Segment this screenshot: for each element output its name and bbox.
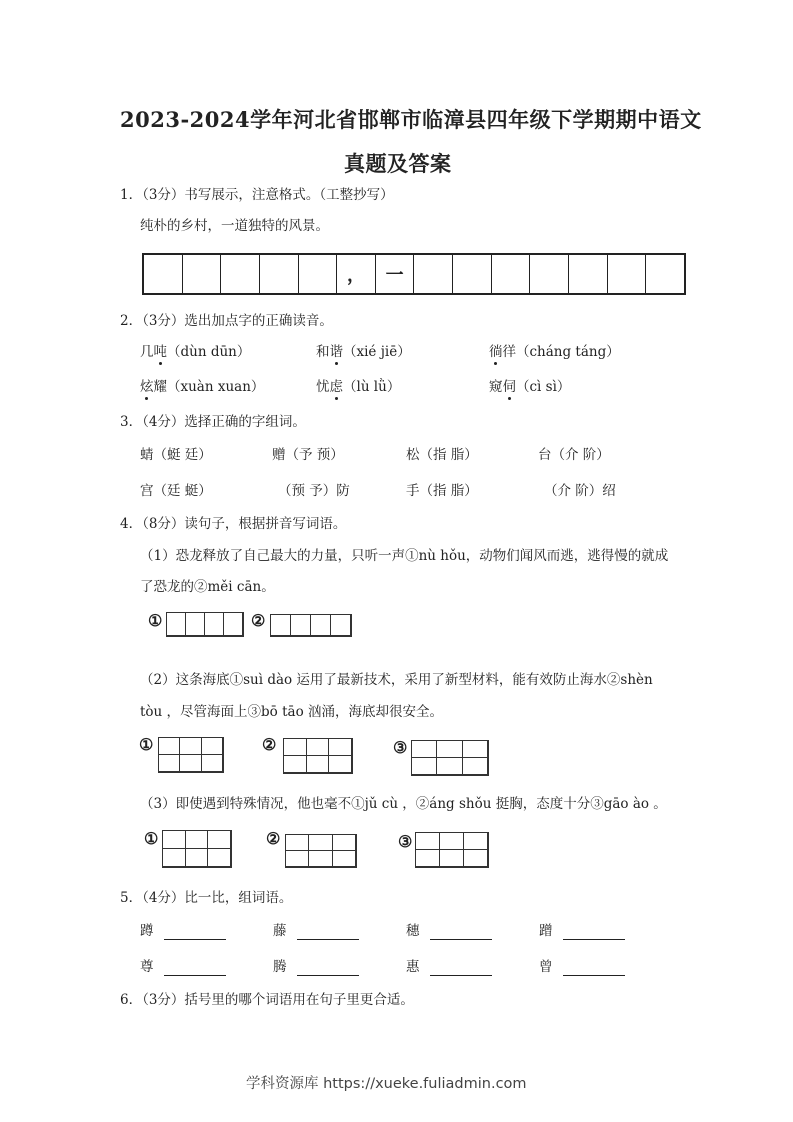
- q4-sentence-3: （3）即使遇到特殊情况，他也毫不①jǔ cù ，②áng shǒu 挺胸，态度十分③gāo ào 。: [140, 796, 667, 812]
- grid-cell: [298, 255, 337, 293]
- title-line-1: 2023-2024学年河北省邯郸市临漳县四年级下学期期中语文: [120, 107, 702, 132]
- q2-dotted-char: 虑: [329, 379, 343, 395]
- q3-option: 蜻（蜓 廷）: [140, 447, 212, 463]
- grid-cell: [491, 255, 530, 293]
- q3-option: （介 阶）绍: [544, 483, 616, 499]
- q2-dotted-char: 吨: [153, 344, 167, 360]
- q4-sentence-2-cont: tòu ，尽管海面上③bō tāo 汹涌，海底却很安全。: [140, 704, 443, 720]
- q2-pinyin: （cì sì）: [516, 379, 571, 395]
- q2-dotted-char: 炫: [140, 379, 154, 395]
- answer-blank[interactable]: [297, 961, 359, 976]
- q3-option: 手（指 脂）: [406, 483, 478, 499]
- q5-heading: 5．（4分）比一比，组词语。: [120, 890, 293, 906]
- q5-item: [539, 958, 625, 976]
- q5-item: [273, 922, 359, 940]
- answer-blank[interactable]: [164, 961, 226, 976]
- answer-label: ①: [139, 735, 154, 754]
- grid-cell: [568, 255, 607, 293]
- q2-dotted-char: 谐: [329, 344, 343, 360]
- q5-item: [539, 922, 625, 940]
- q5-char: 曾: [539, 959, 553, 975]
- grid-cell: [259, 255, 298, 293]
- answer-blank[interactable]: [430, 961, 492, 976]
- q3-option: 松（指 脂）: [406, 447, 478, 463]
- title-line-2: 真题及答案: [344, 151, 452, 176]
- q2-item: [489, 378, 570, 396]
- q2-char: 窥: [489, 379, 503, 395]
- q3-option: 宫（廷 蜓）: [140, 483, 212, 499]
- q2-dotted-char: 徜: [489, 344, 503, 360]
- grid-cell: [144, 255, 182, 293]
- q2-heading: 2．（3分）选出加点字的正确读音。: [120, 313, 333, 329]
- q2-item: [489, 343, 620, 361]
- q1-heading: 1．（3分）书写展示，注意格式。（工整抄写）: [120, 187, 394, 203]
- answer-label: ②: [251, 611, 266, 630]
- answer-blank[interactable]: [563, 925, 625, 940]
- q2-char: 几: [140, 344, 154, 360]
- answer-label: ①: [148, 611, 163, 630]
- q5-item: [140, 922, 226, 940]
- answer-grid: [285, 834, 357, 868]
- q5-char: 穗: [406, 923, 420, 939]
- q4-heading: 4．（8分）读句子，根据拼音写词语。: [120, 516, 347, 532]
- answer-label: ①: [144, 829, 159, 848]
- q4-sentence-1: （1）恐龙释放了自己最大的力量，只听一声①nù hǒu，动物们闻风而逃，逃得慢的就成: [140, 548, 669, 564]
- q2-char: 徉: [502, 344, 516, 360]
- footer-watermark: 学科资源库 https://xueke.fuliadmin.com: [246, 1076, 527, 1092]
- answer-grid: [162, 830, 232, 868]
- grid-cell: [607, 255, 646, 293]
- answer-grid: [415, 832, 489, 868]
- q5-item: [406, 922, 492, 940]
- q2-char: 忧: [316, 379, 330, 395]
- answer-label: ②: [262, 735, 277, 754]
- q2-char: 耀: [153, 379, 167, 395]
- q2-pinyin: （dùn dūn）: [167, 344, 251, 360]
- q5-char: 惠: [406, 959, 420, 975]
- q2-item: [140, 343, 250, 361]
- answer-blank[interactable]: [430, 925, 492, 940]
- q5-char: 腾: [273, 959, 287, 975]
- q2-char: 和: [316, 344, 330, 360]
- q5-item: [273, 958, 359, 976]
- q2-dotted-char: 伺: [502, 379, 516, 395]
- q6-heading: 6．（3分）括号里的哪个词语用在句子里更合适。: [120, 992, 414, 1008]
- q2-item: [316, 378, 400, 396]
- grid-cell: [220, 255, 259, 293]
- q4-sentence-1-cont: 了恐龙的②měi cān。: [140, 579, 275, 595]
- q2-pinyin: （xuàn xuan）: [167, 379, 265, 395]
- q3-option: 赠（予 预）: [272, 447, 344, 463]
- answer-label: ③: [393, 738, 408, 757]
- q2-item: [316, 343, 411, 361]
- q5-char: 藤: [273, 923, 287, 939]
- q1-writing-grid: [142, 253, 686, 295]
- answer-grid: [270, 614, 352, 637]
- answer-grid: [158, 737, 224, 773]
- grid-cell: [452, 255, 491, 293]
- answer-blank[interactable]: [563, 961, 625, 976]
- grid-cell: ，: [336, 255, 375, 293]
- grid-cell: [529, 255, 568, 293]
- q3-heading: 3．（4分）选择正确的字组词。: [120, 414, 306, 430]
- q2-pinyin: （xié jiē）: [343, 344, 411, 360]
- q3-option: （预 予）防: [278, 483, 350, 499]
- grid-cell: 一: [375, 255, 414, 293]
- grid-cell: [182, 255, 221, 293]
- answer-grid: [166, 612, 244, 637]
- answer-label: ②: [266, 829, 281, 848]
- q2-item: [140, 378, 264, 396]
- grid-cell: [645, 255, 684, 293]
- answer-blank[interactable]: [164, 925, 226, 940]
- answer-blank[interactable]: [297, 925, 359, 940]
- answer-grid: [411, 740, 489, 776]
- grid-cell: [413, 255, 452, 293]
- q5-char: 尊: [140, 959, 154, 975]
- q2-pinyin: （cháng táng）: [516, 344, 620, 360]
- q2-pinyin: （lù lǜ）: [343, 379, 401, 395]
- answer-grid: [283, 738, 353, 774]
- q5-char: 蹲: [140, 923, 154, 939]
- q5-item: [406, 958, 492, 976]
- q5-item: [140, 958, 226, 976]
- q4-sentence-2: （2）这条海底①suì dào 运用了最新技术，采用了新型材料，能有效防止海水②shèn: [140, 672, 653, 688]
- q3-option: 台（介 阶）: [538, 447, 610, 463]
- q5-char: 蹭: [539, 923, 553, 939]
- answer-label: ③: [398, 832, 413, 851]
- q1-text: 纯朴的乡村，一道独特的风景。: [140, 218, 329, 234]
